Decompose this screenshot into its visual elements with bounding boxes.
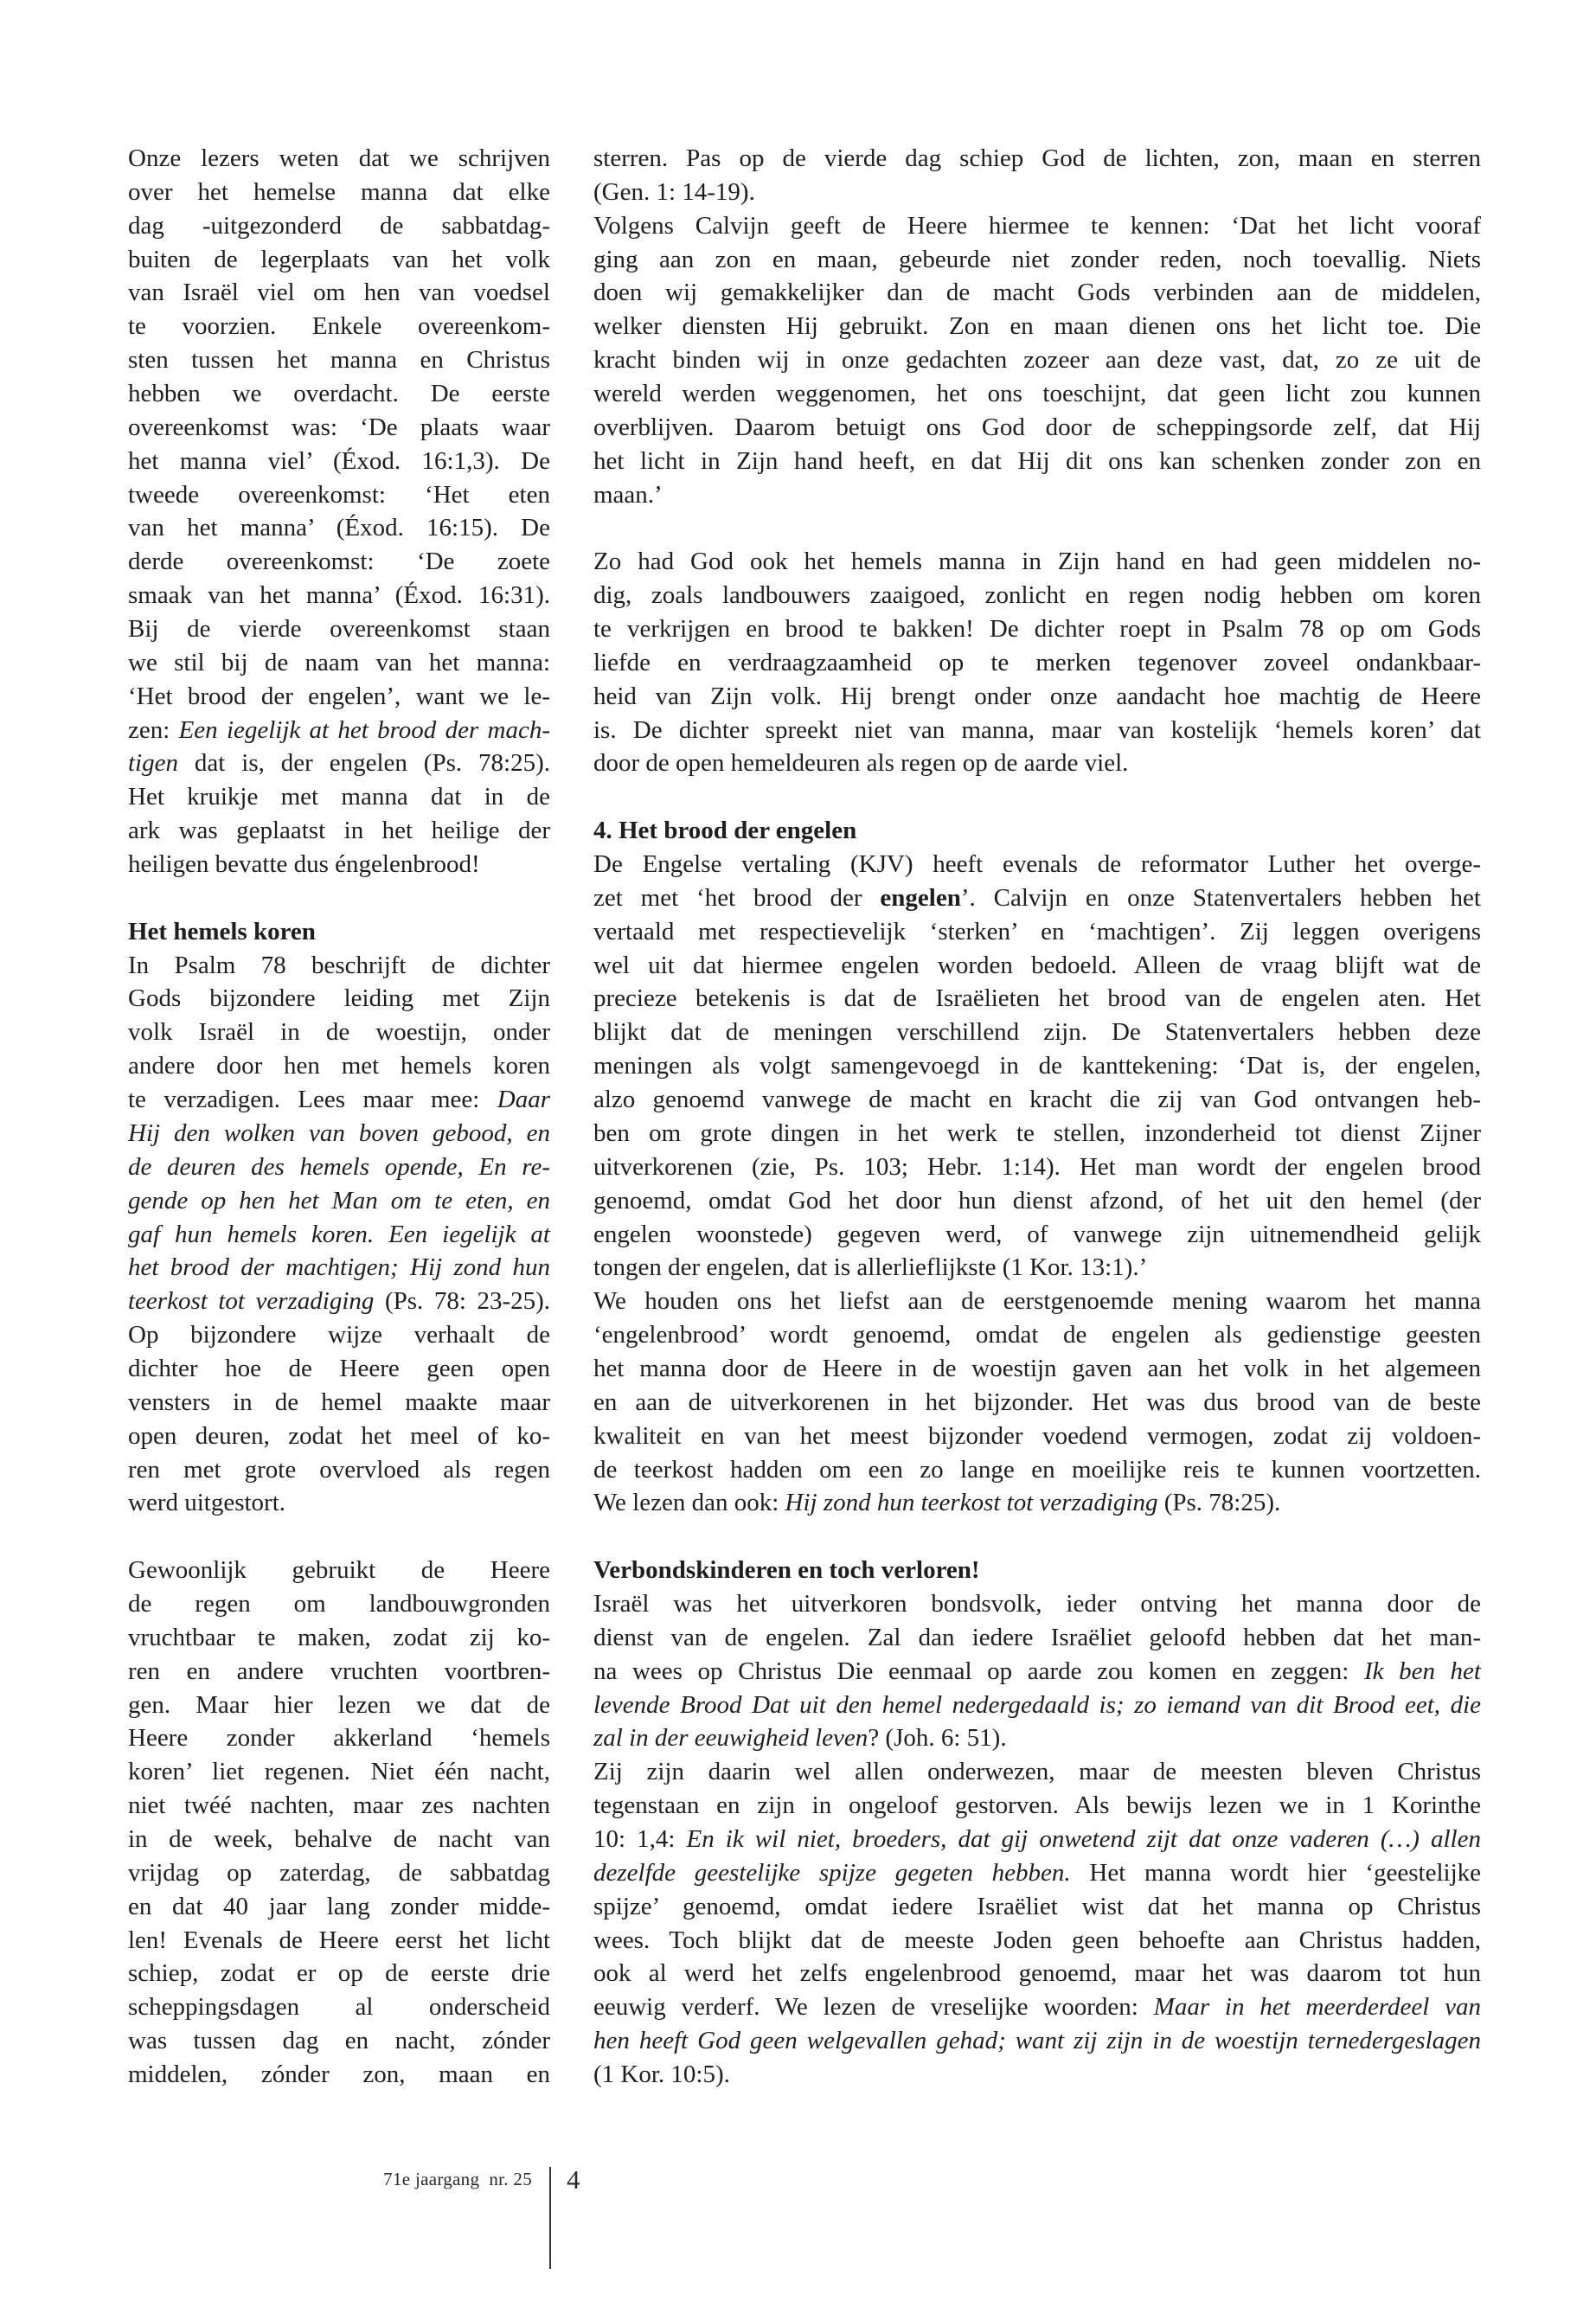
text-line: De Engelse vertaling (KJV) heeft evenals de reformator Luther het overge- — [593, 850, 1481, 879]
text-line: sten tussen het manna en Christus — [128, 346, 550, 375]
section-heading: Het hemels koren — [128, 917, 316, 945]
section-heading: 4. Het brood der engelen — [593, 817, 857, 845]
text-line: Heere zonder akkerland ‘hemels — [128, 1724, 550, 1753]
text-line: de regen om landbouwgronden — [128, 1589, 550, 1618]
text-line: dag -uitgezonderd de sabbatdag- — [128, 211, 550, 240]
italic-quote: gaf hun hemels koren. Een iegelijk at — [128, 1220, 550, 1248]
text-line: Zij zijn daarin wel allen onderwezen, maar de meesten bleven Christus — [593, 1758, 1481, 1786]
text-line: was tussen dag en nacht, zónder — [128, 2027, 550, 2055]
paragraph — [128, 1554, 550, 2092]
text-line: koren’ liet regenen. Niet één nacht, — [128, 1758, 550, 1786]
italic-quote: Hij zond hun teerkost tot verzadiging — [785, 1489, 1158, 1517]
text-line: vertaald met respectievelijk ‘sterken’ en ‘machtigen’. Zij leggen overigens — [593, 917, 1481, 945]
text-line: ‘engelenbrood’ wordt genoemd, omdat de engelen als gedienstige geesten — [593, 1321, 1481, 1349]
text-line: ook al werd het zelfs engelenbrood genoemd, maar het was daarom tot hun — [593, 1959, 1481, 1988]
text-line: meningen als volgt samengevoegd in de kanttekening: ‘Dat is, der engelen, — [593, 1052, 1481, 1080]
text-line: Zo had God ook het hemels manna in Zijn hand en had geen middelen no- — [593, 548, 1481, 576]
text-line: en aan de uitverkorenen in het bijzonder. Het was dus brood van de beste — [593, 1388, 1481, 1416]
text-line: zal in der eeuwigheid leven? (Joh. 6: 51). — [593, 1724, 1007, 1753]
text-line: dienst van de engelen. Zal dan iedere Israëliet geloofd hebben dat het man- — [593, 1623, 1481, 1651]
text-line: eeuwig verderf. We lezen de vreselijke woorden: Maar in het meerderdeel van — [593, 1993, 1482, 2022]
text-line: precieze betekenis is dat de Israëlieten het brood van de engelen aten. Het — [593, 984, 1481, 1013]
text-line: niet twéé nachten, maar zes nachten — [128, 1791, 550, 1820]
text-line: derde overeenkomst: ‘De zoete — [128, 548, 550, 576]
text-line: ark was geplaatst in het heilige der — [128, 817, 550, 845]
text-line: kwaliteit en van het meest bijzonder voedend vermogen, zodat zij voldoen- — [593, 1421, 1481, 1450]
text-line: ‘Het brood der engelen’, want we le- — [128, 682, 550, 710]
text-line: Gods bijzondere leiding met Zijn — [128, 984, 550, 1013]
text-line: we stil bij de naam van het manna: — [128, 648, 550, 676]
issue-label: 71e jaargang nr. 25 — [383, 2169, 532, 2189]
italic-quote: Een iegelijk at het brood der mach- — [178, 715, 550, 744]
text-line: (Gen. 1: 14-19). — [593, 177, 755, 206]
paragraph-spacer — [128, 1520, 550, 1554]
paragraph — [128, 949, 550, 1521]
text-line: kracht binden wij in onze gedachten zozeer aan deze vast, dat, zo ze uit de — [593, 346, 1481, 375]
text-line: Bij de vierde overeenkomst staan — [128, 615, 550, 644]
italic-quote: Daar — [497, 1086, 550, 1114]
text-line: dichter hoe de Heere geen open — [128, 1354, 550, 1382]
italic-quote: tigen — [128, 749, 178, 778]
text-line: tweede overeenkomst: ‘Het eten — [128, 480, 550, 509]
text-line: heid van Zijn volk. Hij brengt onder onze aandacht hoe machtig de Heere — [593, 682, 1481, 710]
text-line: wereld werden weggenomen, het ons toeschijnt, dat geen licht zou kunnen — [593, 380, 1481, 408]
text-line: te voorzien. Enkele overeenkom- — [128, 312, 550, 341]
paragraph — [593, 848, 1481, 1285]
text-line: scheppingsdagen al onderscheid — [128, 1993, 550, 2022]
text-line: werd uitgestort. — [128, 1489, 286, 1517]
text-line: ben om grote dingen in het werk te stellen, inzonderheid tot dienst Zijner — [593, 1118, 1481, 1147]
text-line: maan.’ — [593, 480, 663, 509]
paragraph-spacer — [593, 1520, 1481, 1554]
text-line: Volgens Calvijn geeft de Heere hiermee te kennen: ‘Dat het licht vooraf — [593, 211, 1481, 240]
text-line: schiep, zodat er op de eerste drie — [128, 1959, 550, 1988]
text-line — [128, 1218, 550, 1252]
section-heading: Verbondskinderen en toch verloren! — [593, 1556, 980, 1585]
page-number: 4 — [567, 2164, 580, 2195]
italic-quote: teerkost tot verzadiging — [128, 1287, 375, 1316]
paragraph — [593, 1587, 1481, 1755]
text-line: de teerkost hadden om een zo lange en moeilijke reis te kunnen voortzetten. — [593, 1455, 1481, 1484]
paragraph — [128, 142, 550, 881]
text-line: We houden ons het liefst aan de eerstgenoemde mening waarom het manna — [593, 1287, 1481, 1316]
italic-quote: levende Brood Dat uit den hemel nedergedaald is; zo iemand van dit Brood eet, die — [593, 1690, 1481, 1719]
text-line: heiligen bevatte dus éngelenbrood! — [128, 850, 480, 879]
paragraph — [593, 209, 1481, 512]
text-line: Onze lezers weten dat we schrijven — [128, 144, 550, 172]
text-line: andere door hen met hemels koren — [128, 1052, 550, 1080]
text-line: volk Israël in de woestijn, onder — [128, 1018, 550, 1047]
text-line: ren en andere vruchten voortbren- — [128, 1657, 550, 1685]
text-line — [128, 1251, 550, 1285]
text-line: middelen, zónder zon, maan en — [128, 2060, 550, 2088]
italic-quote: dezelfde geestelijke spijze gegeten hebben. — [593, 1858, 1071, 1887]
italic-quote: Ik ben het — [1363, 1657, 1481, 1685]
paragraph-spacer — [128, 881, 550, 915]
text-line: in de week, behalve de nacht van — [128, 1824, 550, 1853]
text-line: genoemd, omdat God het door hun dienst afzond, of het uit den hemel (der — [593, 1186, 1481, 1215]
text-line: len! Evenals de Heere eerst het licht — [128, 1926, 550, 1954]
text-line: en dat 40 jaar lang zonder midde- — [128, 1892, 550, 1920]
text-line: van het manna’ (Éxod. 16:15). De — [128, 514, 550, 542]
italic-quote: gende op hen het Man om te eten, en — [128, 1186, 550, 1215]
text-line: door de open hemeldeuren als regen op de aarde viel. — [593, 749, 1129, 778]
italic-quote: Hij den wolken van boven gebood, en — [128, 1118, 550, 1147]
text-line: dig, zoals landbouwers zaaigoed, zonlicht en regen nodig hebben om koren — [593, 581, 1481, 610]
text-line: 10: 1,4: En ik wil niet, broeders, dat gij onwetend zijt dat onze vaderen (…) allen — [593, 1824, 1481, 1853]
paragraph — [593, 1755, 1481, 2092]
italic-quote: het brood der machtigen; Hij zond hun — [128, 1253, 550, 1282]
text-line: blijkt dat de meningen verschillend zijn. De Statenvertalers hebben deze — [593, 1018, 1481, 1047]
text-line: alzo genoemd vanwege de macht en kracht die zij van God ontvangen heb- — [593, 1086, 1481, 1114]
text-line: Het kruikje met manna dat in de — [128, 783, 550, 811]
paragraph — [593, 1285, 1481, 1520]
text-line — [593, 2024, 1481, 2058]
text-line: spijze’ genoemd, omdat iedere Israëliet wist dat het manna op Christus — [593, 1892, 1481, 1920]
italic-quote: Maar in het meerderdeel van — [1153, 1993, 1482, 2022]
text-line: overblijven. Daarom betuigt ons God door de scheppingsorde zelf, dat Hij — [593, 413, 1481, 441]
text-line: hebben we overdacht. De eerste — [128, 380, 550, 408]
text-line: Israël was het uitverkoren bondsvolk, ieder ontving het manna door de — [593, 1589, 1481, 1618]
text-line: ren met grote overvloed als regen — [128, 1455, 550, 1484]
text-line: doen wij gemakkelijker dan de macht Gods verbinden aan de middelen, — [593, 279, 1481, 307]
text-line: In Psalm 78 beschrijft de dichter — [128, 951, 550, 979]
text-line: liefde en verdraagzaamheid op te merken tegenover zoveel ondankbaar- — [593, 648, 1481, 676]
text-line: (1 Kor. 10:5). — [593, 2060, 730, 2088]
text-line: over het hemelse manna dat elke — [128, 177, 550, 206]
text-line: is. De dichter spreekt niet van manna, maar van kostelijk ‘hemels koren’ dat — [593, 715, 1481, 744]
text-line: engelen woonstede) gegeven werd, of vanwege zijn uitnemendheid gelijk — [593, 1220, 1481, 1248]
text-line: uitverkorenen (zie, Ps. 103; Hebr. 1:14). Het man wordt der engelen brood — [593, 1152, 1481, 1181]
text-line: teerkost tot verzadiging (Ps. 78: 23-25). — [128, 1287, 551, 1316]
text-line: te verkrijgen en brood te bakken! De dichter roept in Psalm 78 op om Gods — [593, 615, 1481, 644]
right-text-column — [593, 142, 1481, 2092]
paragraph-spacer — [593, 780, 1481, 814]
text-line: zen: Een iegelijk at het brood der mach- — [128, 715, 550, 744]
text-line: wees. Toch blijkt dat de meeste Joden geen behoefte aan Christus hadden, — [593, 1926, 1481, 1954]
text-line: buiten de legerplaats van het volk — [128, 245, 550, 273]
text-line: Gewoonlijk gebruikt de Heere — [128, 1556, 550, 1585]
text-line: vensters in de hemel maakte maar — [128, 1388, 550, 1416]
text-line: zet met ‘het brood der engelen’. Calvijn en onze Statenvertalers hebben het — [593, 883, 1481, 912]
text-line — [128, 1184, 550, 1218]
text-line: open deuren, zodat het meel of ko- — [128, 1421, 550, 1450]
italic-quote: zal in der eeuwigheid leven — [593, 1724, 869, 1753]
text-line: het manna door de Heere in de woestijn gaven aan het volk in het algemeen — [593, 1354, 1481, 1382]
text-line: wel uit dat hiermee engelen worden bedoeld. Alleen de vraag blijft wat de — [593, 951, 1481, 979]
text-line: We lezen dan ook: Hij zond hun teerkost tot verzadiging (Ps. 78:25). — [593, 1489, 1281, 1517]
italic-quote: hen heeft God geen welgevallen gehad; want zij zijn in de woestijn ternedergeslagen — [593, 2027, 1481, 2055]
paragraph — [593, 142, 1481, 209]
text-line: van Israël viel om hen van voedsel — [128, 279, 550, 307]
text-line: welker diensten Hij gebruikt. Zon en maan dienen ons het licht toe. Die — [593, 312, 1481, 341]
text-line: tongen der engelen, dat is allerlieflijkste (1 Kor. 13:1).’ — [593, 1253, 1148, 1282]
text-line: dezelfde geestelijke spijze gegeten hebben. Het manna wordt hier ‘geestelijke — [593, 1858, 1481, 1887]
text-line: Op bijzondere wijze verhaalt de — [128, 1321, 550, 1349]
footer-divider — [549, 2167, 551, 2269]
italic-quote: En ik wil niet, broeders, dat gij onwetend zijt dat onze vaderen (…) allen — [686, 1824, 1481, 1853]
text-line: het licht in Zijn hand heeft, en dat Hij dit ons kan schenken zonder zon en — [593, 446, 1481, 475]
text-line: sterren. Pas op de vierde dag schiep God de lichten, zon, maan en sterren — [593, 144, 1481, 172]
text-line: tegenstaan en zijn in ongeloof gestorven. Als bewijs lezen we in 1 Korinthe — [593, 1791, 1481, 1820]
text-line — [128, 1150, 550, 1184]
text-line — [128, 1117, 550, 1150]
text-line: het manna viel’ (Éxod. 16:1,3). De — [128, 446, 550, 475]
text-line: gen. Maar hier lezen we dat de — [128, 1690, 550, 1719]
paragraph — [593, 545, 1481, 780]
italic-quote: de deuren des hemels opende, En re- — [128, 1152, 550, 1181]
text-line: vrijdag op zaterdag, de sabbatdag — [128, 1858, 550, 1887]
bold-text: engelen — [880, 883, 961, 912]
text-line: overeenkomst was: ‘De plaats waar — [128, 413, 550, 441]
paragraph-spacer — [593, 511, 1481, 545]
text-line — [593, 1689, 1481, 1722]
text-line: tigen dat is, der engelen (Ps. 78:25). — [128, 749, 550, 778]
text-line: na wees op Christus Die eenmaal op aarde zou komen en zeggen: Ik ben het — [593, 1657, 1481, 1685]
text-line: vruchtbaar te maken, zodat zij ko- — [128, 1623, 550, 1651]
text-line: ging aan zon en maan, gebeurde niet zonder reden, noch toevallig. Niets — [593, 245, 1481, 273]
text-line: te verzadigen. Lees maar mee: Daar — [128, 1086, 550, 1114]
text-line: smaak van het manna’ (Éxod. 16:31). — [128, 581, 550, 610]
left-text-column — [128, 142, 550, 2092]
